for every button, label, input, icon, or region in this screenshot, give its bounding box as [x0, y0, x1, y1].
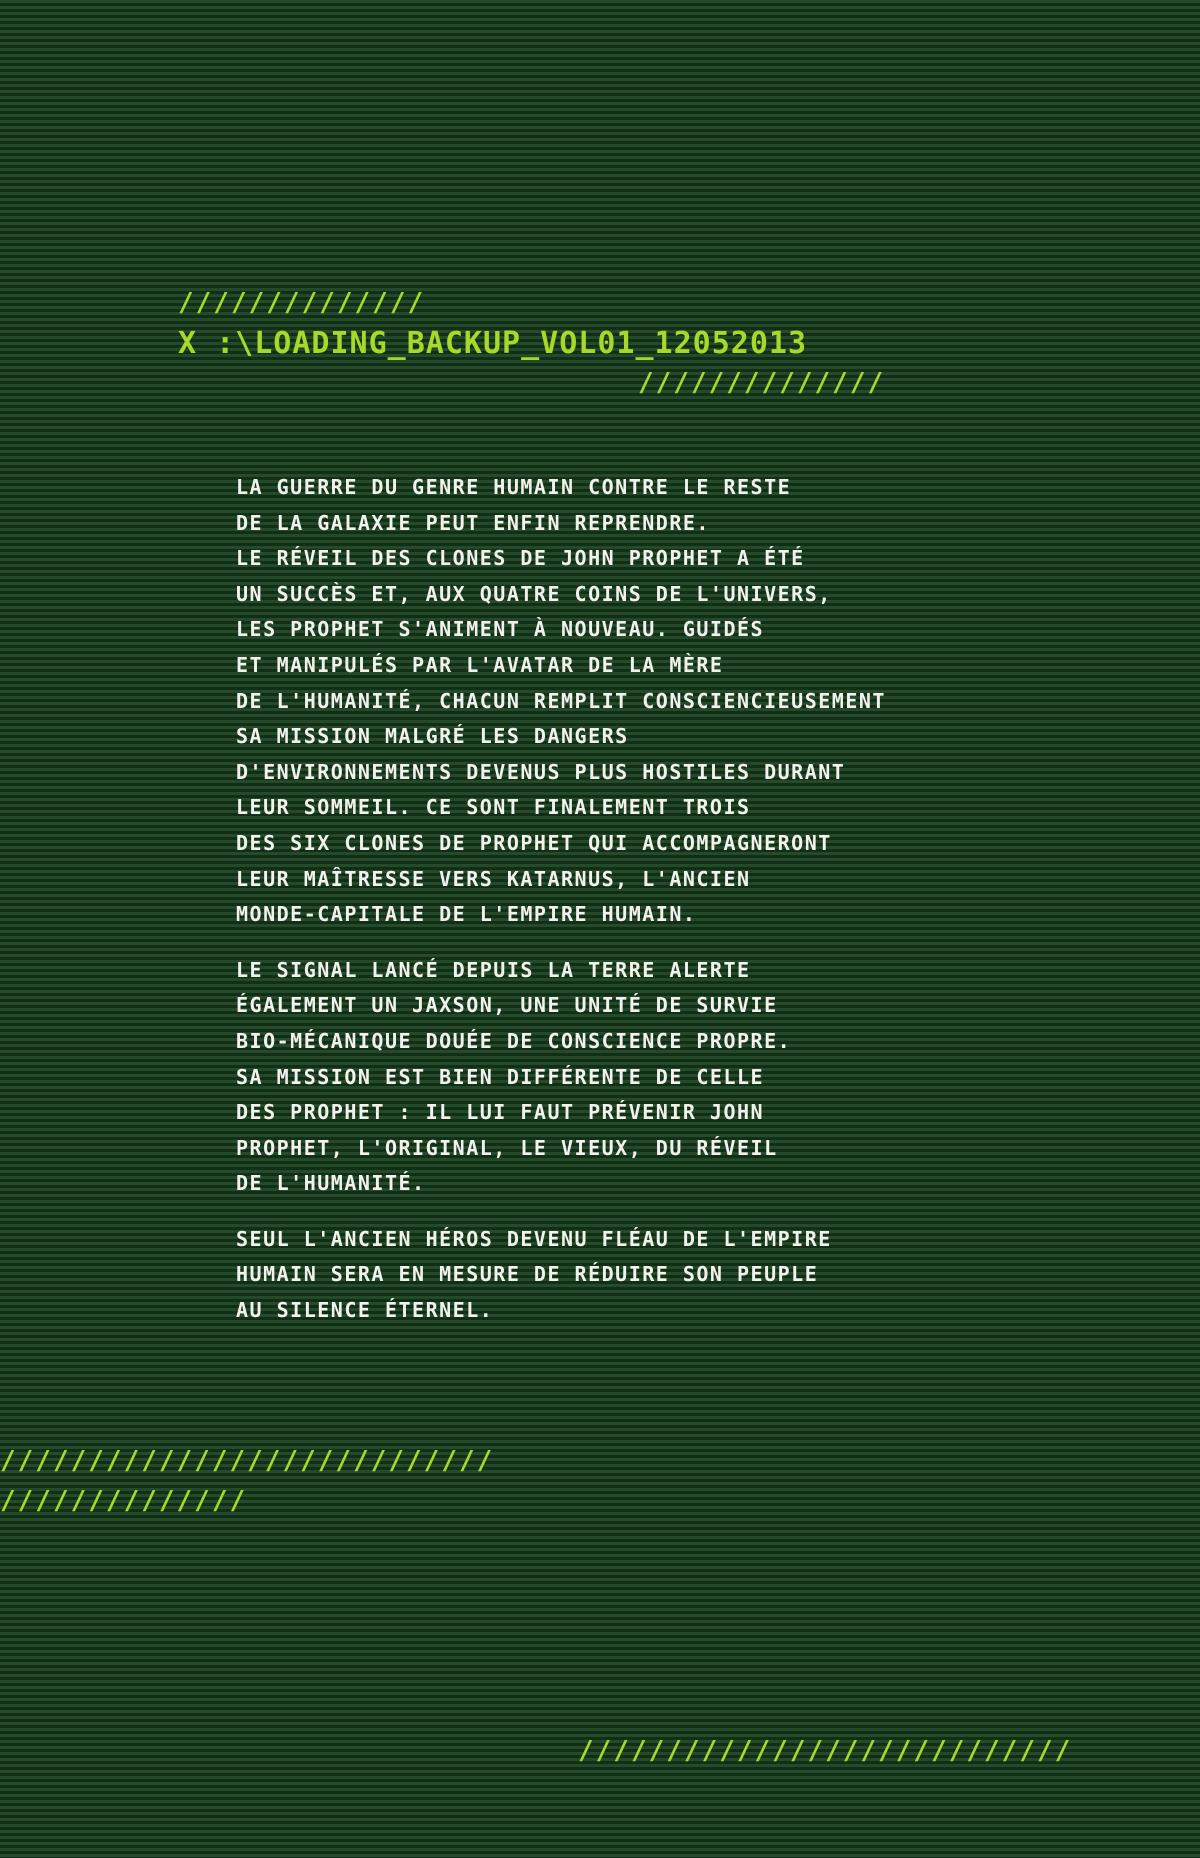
synopsis-paragraph-3: [236, 1222, 996, 1329]
text-line: SA MISSION MALGRÉ LES DANGERS: [236, 724, 629, 749]
synopsis-paragraph-1: [236, 470, 996, 933]
text-line: MONDE-CAPITALE DE L'EMPIRE HUMAIN.: [236, 902, 697, 927]
decorative-slash-divider-top-right: //////////////: [638, 368, 886, 398]
text-line: ET MANIPULÉS PAR L'AVATAR DE LA MÈRE: [236, 652, 724, 677]
text-line: ÉGALEMENT UN JAXSON, UNE UNITÉ DE SURVIE: [236, 993, 778, 1018]
synopsis-paragraph-2: [236, 953, 996, 1202]
text-line: LES PROPHET S'ANIMENT À NOUVEAU. GUIDÉS: [236, 617, 765, 642]
decorative-slash-divider-lower-short: //////////////: [0, 1486, 248, 1516]
text-line: PROPHET, L'ORIGINAL, LE VIEUX, DU RÉVEIL: [236, 1135, 778, 1160]
loading-prompt-title: X :\LOADING_BACKUP_VOL01_12052013: [178, 326, 808, 361]
text-line: SA MISSION EST BIEN DIFFÉRENTE DE CELLE: [236, 1064, 765, 1089]
text-line: LE SIGNAL LANCÉ DEPUIS LA TERRE ALERTE: [236, 957, 751, 982]
text-line: DE L'HUMANITÉ, CHACUN REMPLIT CONSCIENCIEUSEMENT: [236, 688, 886, 713]
text-line: DE LA GALAXIE PEUT ENFIN REPRENDRE.: [236, 510, 710, 535]
text-line: DES PROPHET : IL LUI FAUT PRÉVENIR JOHN: [236, 1100, 765, 1125]
text-line: AU SILENCE ÉTERNEL.: [236, 1298, 494, 1323]
decorative-slash-divider-bottom: ////////////////////////////: [578, 1736, 1073, 1766]
text-line: HUMAIN SERA EN MESURE DE RÉDUIRE SON PEUPLE: [236, 1262, 819, 1287]
text-line: LA GUERRE DU GENRE HUMAIN CONTRE LE RESTE: [236, 475, 792, 499]
text-line: DES SIX CLONES DE PROPHET QUI ACCOMPAGNERONT: [236, 830, 832, 855]
text-line: LEUR MAÎTRESSE VERS KATARNUS, L'ANCIEN: [236, 866, 751, 891]
decorative-slash-divider-top: //////////////: [178, 288, 426, 318]
text-line: LE RÉVEIL DES CLONES DE JOHN PROPHET A ÉTÉ: [236, 546, 805, 571]
text-line: BIO-MÉCANIQUE DOUÉE DE CONSCIENCE PROPRE.: [236, 1028, 792, 1053]
text-line: DE L'HUMANITÉ.: [236, 1171, 426, 1196]
synopsis-text-block: [236, 470, 996, 1349]
text-line: UN SUCCÈS ET, AUX QUATRE COINS DE L'UNIVERS,: [236, 581, 832, 606]
text-line: D'ENVIRONNEMENTS DEVENUS PLUS HOSTILES DURANT: [236, 759, 846, 784]
decorative-slash-divider-lower: ////////////////////////////: [0, 1446, 495, 1476]
text-line: SEUL L'ANCIEN HÉROS DEVENU FLÉAU DE L'EMPIRE: [236, 1226, 832, 1251]
text-line: LEUR SOMMEIL. CE SONT FINALEMENT TROIS: [236, 795, 751, 820]
